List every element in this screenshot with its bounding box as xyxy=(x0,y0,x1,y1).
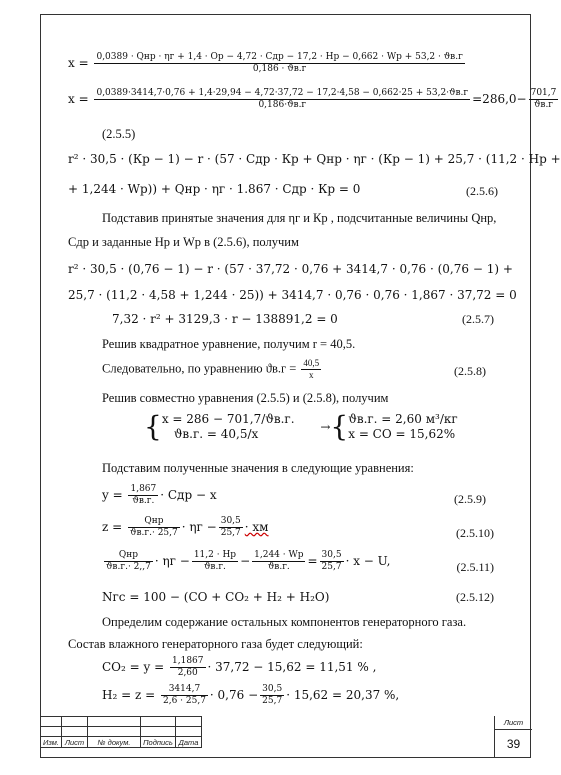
eq2-denominator: 0,186·ϑв.г xyxy=(258,100,307,110)
eq14-h2 xyxy=(102,684,399,707)
eq10-rhs: · xм xyxy=(244,520,269,534)
right-brace-icon: { xyxy=(330,410,349,443)
stamp-label-change: Изм. xyxy=(41,737,62,748)
eq11-number: (2.5.11) xyxy=(456,560,494,574)
eq13-lhs: CO₂ = y = xyxy=(102,660,165,674)
eq9-number: (2.5.9) xyxy=(454,492,486,506)
sheet-number-box xyxy=(494,716,532,758)
eq14-denominator2: 25,7 xyxy=(262,696,283,706)
eq4-line1: r² · 30,5 · (0,76 − 1) − r · (57 · 37,72 · 0,76 + 3414,7 · 0,76 · (0,76 − 1) + xyxy=(68,262,513,276)
equation-x-general xyxy=(68,52,467,75)
eq10-denominator2: 25,7 xyxy=(220,528,241,538)
eq1-fraction xyxy=(94,52,464,75)
paragraph-substitute-values: Подставим полученные значения в следующие уравнения: xyxy=(102,461,414,475)
eq11-fraction2 xyxy=(192,550,238,573)
eq11-term1: · ηг − xyxy=(154,554,190,568)
paragraph-eq-2-5-8 xyxy=(102,358,323,381)
arrow-icon: → xyxy=(320,419,331,434)
eq2-rhs-numerator: 701,7 xyxy=(530,88,557,98)
eq10-numerator2: 30,5 xyxy=(220,516,241,526)
title-block xyxy=(40,716,531,758)
paragraph-components-1: Определим содержание остальных компонентов генераторного газа. xyxy=(102,615,467,629)
system-left-line1: x = 286 − 701,7/ϑв.г. xyxy=(161,412,295,426)
stamp-label-doc-number: № докум. xyxy=(88,737,141,748)
eq1-numerator: 0,0389 · Qнр · ηг + 1,4 · Ор − 4,72 · Сдр − 17,2 · Нр − 0,662 · Wр + 53,2 · ϑв.г xyxy=(96,52,463,62)
eq10-lhs: z = xyxy=(102,520,123,534)
eq10-number: (2.5.10) xyxy=(456,526,494,540)
eq11-numerator1: Qнр xyxy=(104,550,153,562)
eq2-number: (2.5.5) xyxy=(102,127,136,141)
eq3-line2: + 1,244 · Wр)) + Qнр · ηг · 1.867 · Сдр · Кр = 0 xyxy=(68,182,361,196)
eq5-number: (2.5.7) xyxy=(462,312,494,326)
eq11-term3: = xyxy=(307,554,318,568)
eq11-rhs: · x − U, xyxy=(345,554,391,568)
paragraph-quadratic-result: Решив квадратное уравнение, получим r = 40,5. xyxy=(102,337,356,351)
eq14-fraction xyxy=(161,684,208,707)
paragraph-substitution-1: Подставив принятые значения для ηг и Кр , подсчитанные величины Qнр, xyxy=(102,211,497,225)
eq11-numerator2: 11,2 · Нр xyxy=(193,550,237,560)
eq14-numerator: 3414,7 xyxy=(161,684,208,696)
eq14-denominator: 2,6 · 25,7 xyxy=(162,696,206,706)
eq2-rhs-denominator: ϑв.г xyxy=(533,100,554,110)
system-right xyxy=(348,412,457,442)
eq2-fraction xyxy=(94,88,470,111)
paragraph-components-2: Состав влажного генераторного газа будет следующий: xyxy=(68,637,363,651)
system-left xyxy=(162,412,295,442)
eq2-numerator: 0,0389·3414,7·0,76 + 1,4·29,94 − 4,72·37,72 − 17,2·4,58 − 0,662·25 + 53,2·ϑв.г xyxy=(96,88,469,98)
eq6-fraction xyxy=(301,358,321,381)
eq11-fraction1 xyxy=(104,550,153,573)
para3-text: Следовательно, по уравнению ϑв.г = xyxy=(102,361,297,376)
eq12-number: (2.5.12) xyxy=(456,590,494,604)
eq4-line2: 25,7 · (11,2 · 4,58 + 1,244 · 25)) + 3414,7 · 0,76 · 0,76 · 1,867 · 37,72 = 0 xyxy=(68,288,517,302)
eq2-rhs-fraction xyxy=(529,88,559,111)
eq9-lhs: y = xyxy=(102,488,123,502)
eq11-term2: − xyxy=(240,554,251,568)
eq14-rhs: · 15,62 = 20,37 %, xyxy=(286,688,400,702)
sheet-number: 39 xyxy=(506,737,521,751)
system-left-line2: ϑв.г. = 40,5/x xyxy=(173,427,259,441)
eq6-number: (2.5.8) xyxy=(454,364,486,378)
system-right-line2: x = CO = 15,62% xyxy=(348,427,456,441)
eq11-denominator4: 25,7 xyxy=(321,562,342,572)
eq14-lhs: H₂ = z = xyxy=(102,688,156,702)
eq14-mid: · 0,76 − xyxy=(209,688,259,702)
eq2-lhs: x = xyxy=(68,92,89,106)
eq11-denominator2: ϑв.г. xyxy=(203,562,226,572)
eq6-numerator: 40,5 xyxy=(303,358,320,368)
stamp-label-date: Дата xyxy=(176,737,202,748)
title-block-table xyxy=(40,716,498,748)
equation-system xyxy=(144,412,458,442)
equation-x-numeric xyxy=(68,88,560,111)
eq1-denominator: 0,186 · ϑв.г xyxy=(252,64,307,74)
eq13-fraction xyxy=(170,656,206,679)
eq14-fraction2 xyxy=(260,684,284,707)
eq12: Nгс = 100 − (CO + CO₂ + H₂ + H₂O) xyxy=(102,590,330,604)
eq3-line1: r² · 30,5 · (Кр − 1) − r · (57 · Сдр · Кр + Qнр · ηг · (Кр − 1) + 25,7 · (11,2 · Нр + xyxy=(68,152,561,166)
eq11-numerator3: 1,244 · Wр xyxy=(254,550,304,560)
eq9-numerator: 1,867 xyxy=(130,484,157,494)
eq9-denominator: ϑв.г. xyxy=(132,496,155,506)
eq14-numerator2: 30,5 xyxy=(262,684,283,694)
eq13-rhs: · 37,72 − 15,62 = 11,51 % , xyxy=(207,660,377,674)
eq10-fraction xyxy=(128,516,180,539)
eq11 xyxy=(102,550,391,573)
left-brace-icon: { xyxy=(144,410,162,443)
eq11-denominator3: ϑв.г. xyxy=(267,562,290,572)
eq6-denominator: x xyxy=(309,370,314,380)
eq9 xyxy=(102,484,217,507)
eq11-fraction3 xyxy=(252,550,305,573)
eq10 xyxy=(102,516,269,539)
eq10-fraction2 xyxy=(219,516,243,539)
sheet-label: Лист xyxy=(495,716,532,730)
stamp-label-sheet: Лист xyxy=(62,737,88,748)
eq13-numerator: 1,1867 xyxy=(172,656,204,666)
stamp-label-signature: Подпись xyxy=(141,737,176,748)
eq5-quadratic: 7,32 · r² + 3129,3 · r − 138891,2 = 0 xyxy=(112,312,338,326)
eq11-denominator1: ϑв.г.· 2,,7 xyxy=(106,562,151,572)
eq1-lhs: x = xyxy=(68,56,89,70)
eq11-numerator4: 30,5 xyxy=(321,550,342,560)
eq9-rhs: · Сдр − x xyxy=(160,488,217,502)
eq10-mid: · ηг − xyxy=(181,520,217,534)
eq13-co2 xyxy=(102,656,376,679)
eq10-denominator: ϑв.г.· 25,7 xyxy=(130,528,178,538)
paragraph-joint-solution: Решив совместно уравнения (2.5.5) и (2.5.8), получим xyxy=(102,391,389,405)
paragraph-substitution-2: Сдр и заданные Нр и Wр в (2.5.6), получим xyxy=(68,235,299,249)
eq9-fraction xyxy=(128,484,158,507)
eq3-number: (2.5.6) xyxy=(466,184,498,198)
system-right-line1: ϑв.г. = 2,60 м³/кг xyxy=(348,412,458,426)
eq11-fraction4 xyxy=(320,550,344,573)
eq2-rhs: =286,0− xyxy=(472,92,527,106)
eq10-numerator: Qнр xyxy=(128,516,180,528)
eq13-denominator: 2,60 xyxy=(177,668,198,678)
